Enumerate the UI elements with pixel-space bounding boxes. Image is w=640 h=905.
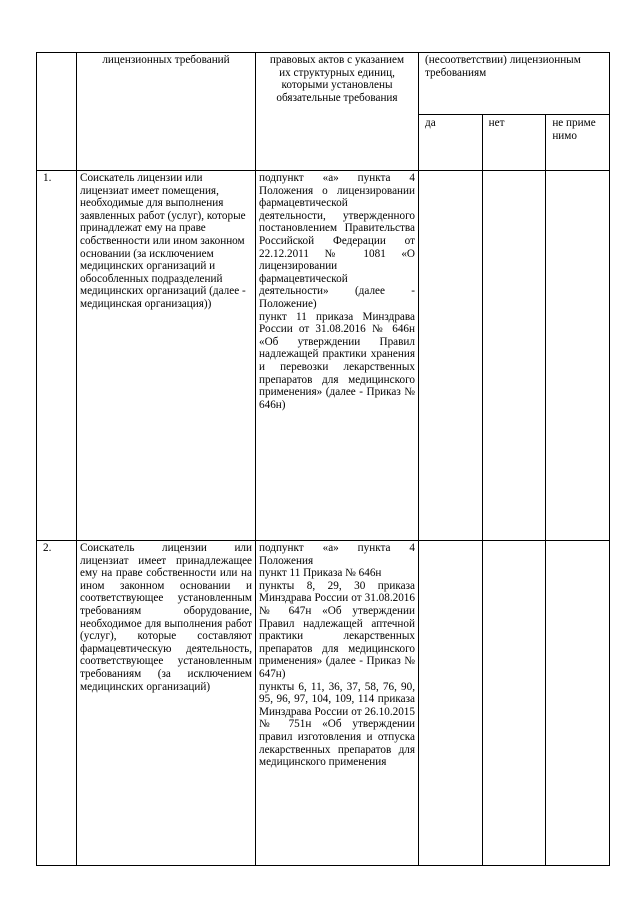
yes-cell (419, 171, 483, 541)
header-yes-cell (419, 115, 483, 171)
requirement-text: Соискатель лицензии или лицензиат имеет принадлежащее ему на праве собственности или на ином законном основании и соответствующее установленным требованиям оборудование, необходимое для выполнения работ (услуг), которые составляют фармацевтическую деятельность, соответствующее установленным требованиям (за исключением медицинских организаций) (80, 542, 252, 693)
table-row (37, 541, 610, 866)
header-yes-label: да (425, 117, 436, 129)
header-requirements-label: лицензионных требований (102, 54, 230, 66)
header-requirements-cell (77, 53, 256, 171)
act-paragraph: пункт 11 приказа Минздрава России от 31.08.2016 № 646н «Об утверждении Правил надлежащей практики хранения и перевозки лекарственных препаратов для медицинского применения» (далее - Приказ № 646н) (259, 310, 415, 411)
header-acts-label: правовых актов с указанием их структурных единиц, которыми установлены обязательные требования (269, 54, 405, 104)
table-row (37, 171, 610, 541)
requirement-cell (77, 171, 256, 541)
requirement-text: Соискатель лицензии или лицензиат имеет помещения, необходимые для выполнения заявленных работ (услуг), которые принадлежат ему на праве собственности или ином законном основании (за исключением медицинских организаций и обособленных подразделений медицинских организаций (далее - медицинская организация)) (80, 172, 246, 310)
act-paragraph: пункт 11 Приказа № 646н (259, 567, 382, 580)
row-number (37, 541, 77, 866)
header-na-label: не приме нимо (552, 117, 596, 142)
header-compliance-cell (419, 53, 610, 115)
header-compliance-label: (несоответствии) лицензионным требованиям (425, 54, 581, 79)
na-cell (546, 171, 610, 541)
act-paragraph: подпункт «а» пункта 4 Положения (259, 542, 415, 567)
act-paragraph: подпункт «а» пункта 4 Положения о лицензировании фармацевтической деятельности, утвержденного постановлением Правительства Российской Федерации от 22.12.2011 № 1081 «О лицензировании фармацевтической деятельности» (далее - Положение) (259, 172, 415, 310)
acts-cell (256, 541, 419, 866)
row-number-text: 2. (43, 542, 52, 554)
no-cell (482, 541, 546, 866)
requirement-cell (77, 541, 256, 866)
row-number (37, 171, 77, 541)
no-cell (482, 171, 546, 541)
header-no-label: нет (488, 117, 505, 129)
header-acts-cell (256, 53, 419, 171)
acts-cell (256, 171, 419, 541)
header-num-cell (37, 53, 77, 171)
act-paragraph: пункты 8, 29, 30 приказа Минздрава России от 31.08.2016 № 647н «Об утверждении Правил надлежащей аптечной практики лекарственных препаратов для медицинского применения» (далее - Приказ № 647н) (259, 579, 415, 680)
na-cell (546, 541, 610, 866)
row-number-text: 1. (43, 172, 52, 184)
header-no-cell (482, 115, 546, 171)
header-row (37, 53, 610, 115)
act-paragraph: пункты 6, 11, 36, 37, 58, 76, 90, 95, 96, 97, 104, 109, 114 приказа Минздрава России от 26.10.2015 № 751н «Об утверждении правил изготовления и отпуска лекарственных препаратов для медицинского применения (259, 680, 415, 769)
header-na-cell (546, 115, 610, 171)
yes-cell (419, 541, 483, 866)
license-requirements-table (36, 52, 610, 866)
